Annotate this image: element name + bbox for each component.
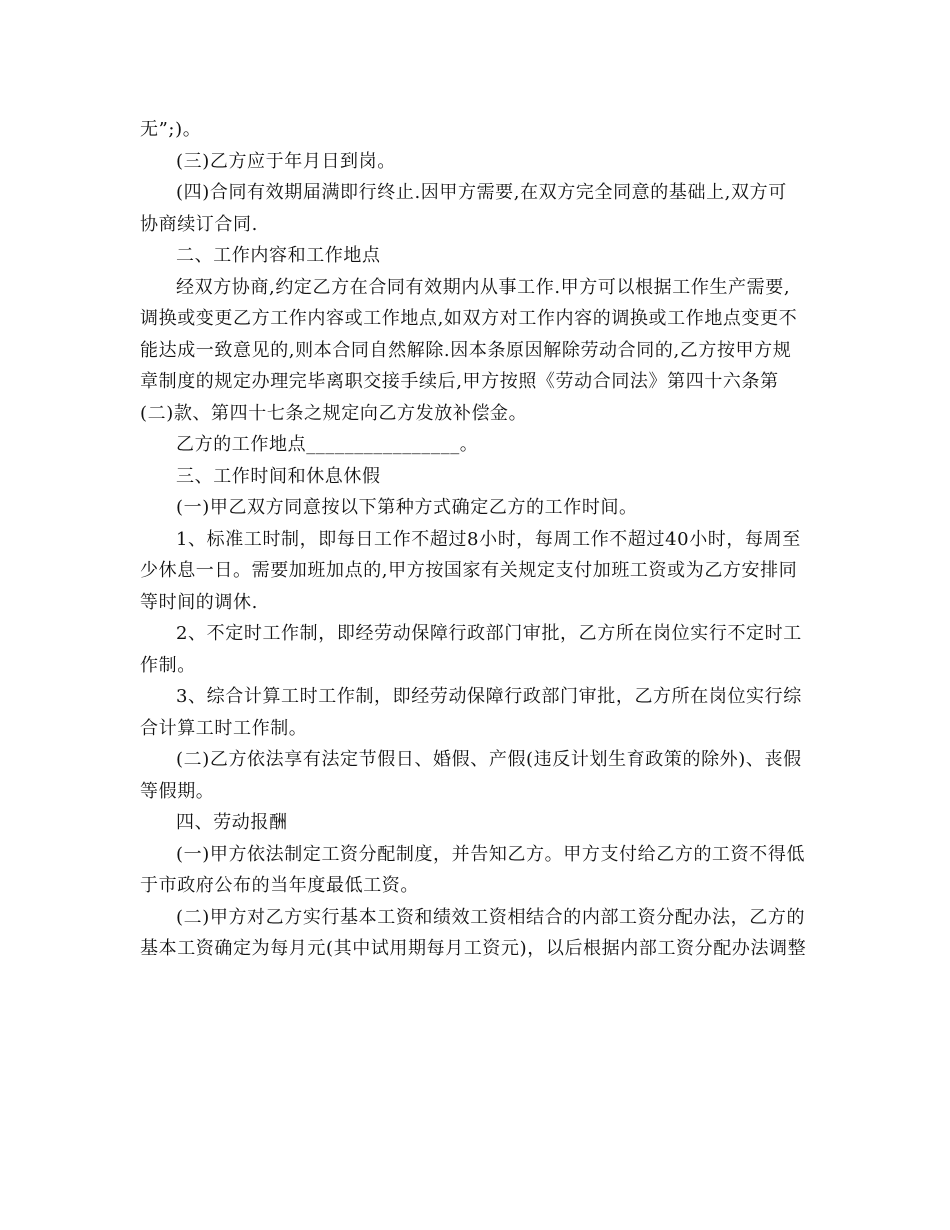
text-line: 协商续订合同. (140, 213, 258, 235)
section-heading: 二、工作内容和工作地点 (176, 245, 381, 266)
text-line: (四)合同有效期届满即行终止.因甲方需要,在双方完全同意的基础上,双方可 (176, 182, 787, 203)
text-line: (二)乙方依法享有法定节假日、婚假、产假(违反计划生育政策的除外)、丧假 (176, 749, 802, 770)
text-line: 于市政府公布的当年度最低工资。 (140, 875, 419, 896)
text-line: 基本工资确定为每月元(其中试用期每月工资元)，以后根据内部工资分配办法调整 (140, 938, 807, 959)
text-line: 乙方的工作地点________________。 (176, 434, 479, 455)
text-line: 能达成一致意见的,则本合同自然解除.因本条原因解除劳动合同的,乙方按甲方规 (140, 339, 792, 361)
text-line: 2、不定时工作制，即经劳动保障行政部门审批，乙方所在岗位实行不定时工 (176, 623, 802, 644)
text-line: (一)甲乙双方同意按以下第种方式确定乙方的工作时间。 (176, 497, 638, 518)
text-line: 少休息一日。需要加班加点的,甲方按国家有关规定支付加班工资或为乙方安排同 (140, 560, 798, 581)
text-line: 3、综合计算工时工作制，即经劳动保障行政部门审批，乙方所在岗位实行综 (176, 686, 802, 707)
text-line: 1、标准工时制，即每日工作不超过8小时，每周工作不超过40小时，每周至 (176, 528, 801, 550)
text-line: 等假期。 (140, 780, 215, 802)
text-line: 无”;)。 (140, 119, 202, 140)
text-line: 章制度的规定办理完毕离职交接手续后,甲方按照《劳动合同法》第四十六条第 (140, 371, 779, 392)
text-line: 调换或变更乙方工作内容或工作地点,如双方对工作内容的调换或工作地点变更不 (140, 308, 798, 329)
text-line: (二)款、第四十七条之规定向乙方发放补偿金。 (140, 402, 528, 424)
text-line: 作制。 (140, 654, 196, 676)
text-line: 合计算工时工作制。 (140, 717, 308, 739)
text-line: (二)甲方对乙方实行基本工资和绩效工资相结合的内部工资分配办法，乙方的 (176, 906, 806, 928)
text-line: 等时间的调休. (140, 591, 258, 613)
text-line: 经双方协商,约定乙方在合同有效期内从事工作.甲方可以根据工作生产需要, (176, 276, 791, 298)
section-heading: 三、工作时间和休息休假 (176, 465, 381, 487)
document-page (140, 114, 812, 965)
section-heading: 四、劳动报酬 (176, 812, 288, 833)
text-line: (三)乙方应于年月日到岗。 (176, 150, 396, 172)
text-line: (一)甲方依法制定工资分配制度，并告知乙方。甲方支付给乙方的工资不得低 (176, 843, 806, 865)
